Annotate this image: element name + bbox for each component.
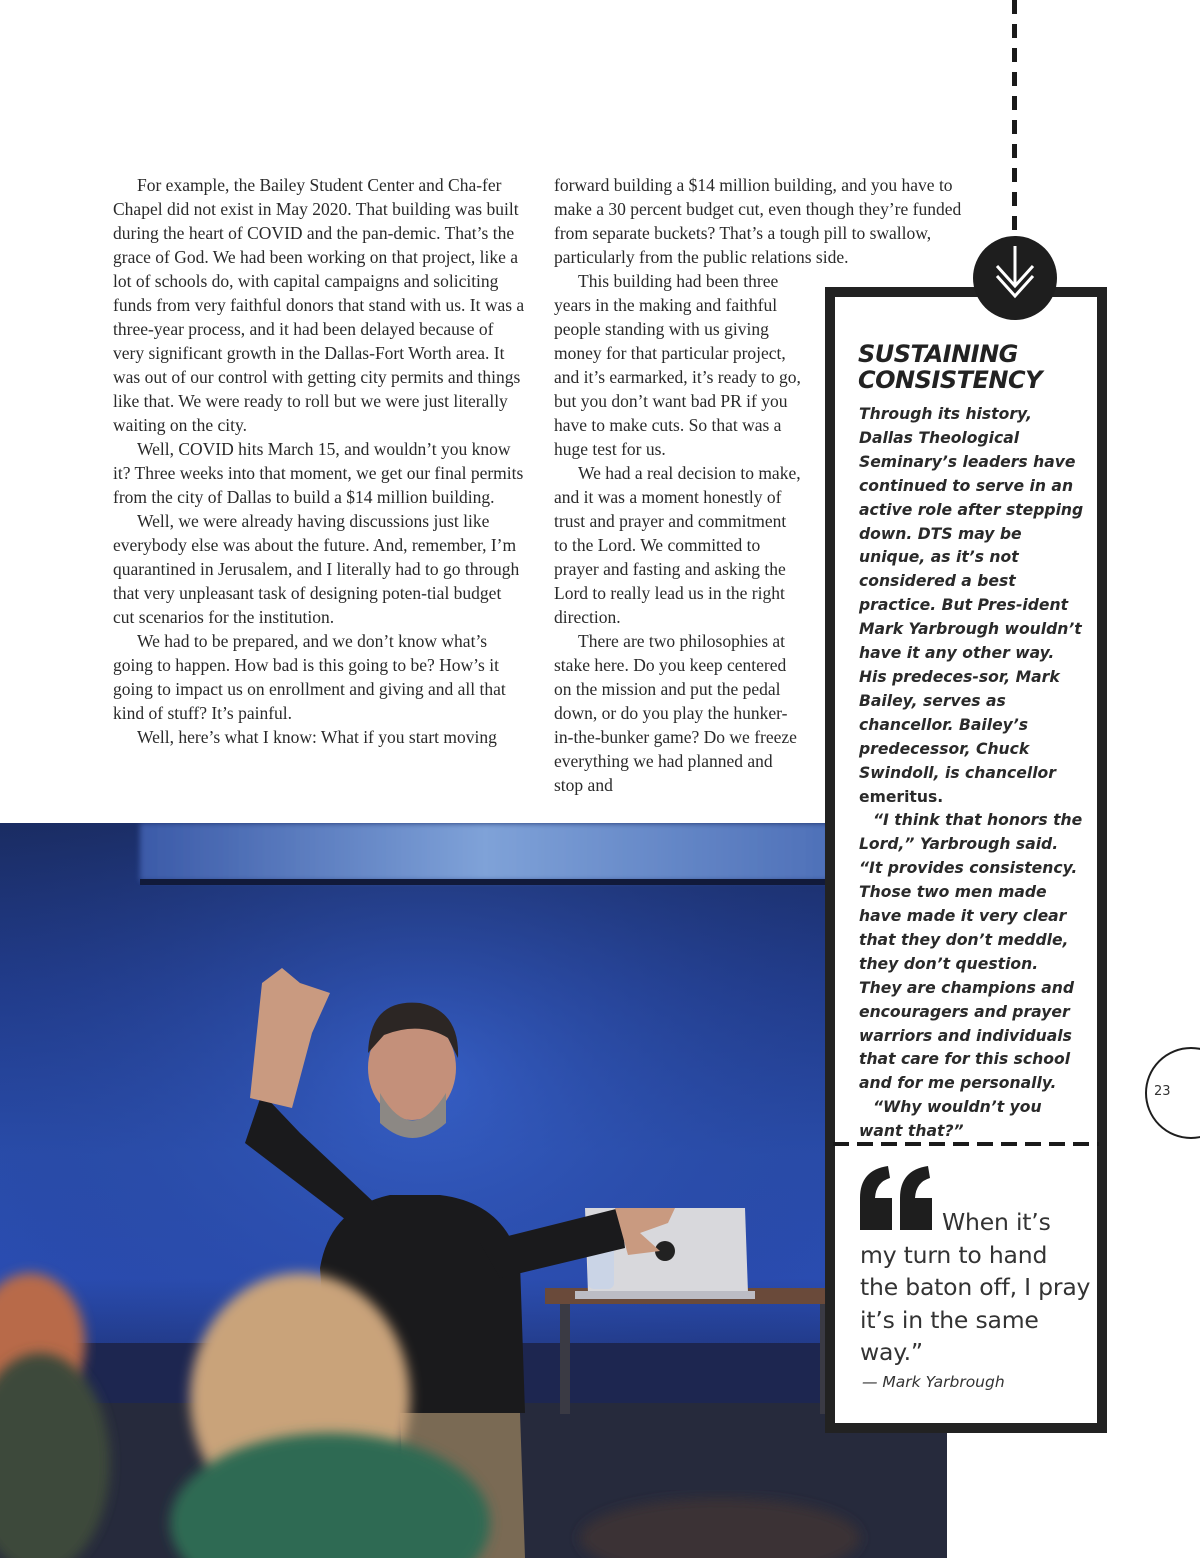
article-paragraph: For example, the Bailey Student Center and Cha-fer Chapel did not exist in May 2020. That building was built during the heart of COVID and the pan-demic. That’s the grace of God. We had been working on that project, like a lot of schools do, with capital campaigns and soliciting funds from very faithful donors that stand with us. It was a three-year process, and it had been delayed because of very significant growth in the Dallas-Fort Worth area. It was out of our control with getting city permits and things like that. We were ready to roll but we were just literally waiting on the city. (113, 175, 525, 435)
article-paragraph: Well, COVID hits March 15, and wouldn’t you know it? Three weeks into that moment, we get our final permits from the city of Dallas to build a $14 million building. (113, 439, 524, 507)
sidebar-paragraph: Through its history, Dallas Theological Seminary’s leaders have continued to serve in an active role after stepping down. DTS may be unique, as it’s not considered a best practice. But Pres-ident Mark Yarbrough wouldn’t have it any other way. His predeces-sor, Mark Bailey, serves as chancellor. Bailey’s predecessor, Chuck Swindoll, is chancellor (859, 405, 1084, 782)
sidebar-paragraph: “Why wouldn’t you want that?” (859, 1098, 1042, 1141)
article-paragraph: Well, here’s what I know: What if you start moving (137, 727, 497, 747)
sidebar-paragraph-end: emeritus. (859, 787, 944, 806)
speaker-photo (0, 823, 947, 1558)
sidebar-title-line: CONSISTENCY (858, 366, 1042, 394)
sidebar-paragraph: “I think that honors the Lord,” Yarbrough said. “It provides consistency. Those two men made have made it very clear that they don’t meddle, they don’t question. They are champions and encouragers and prayer warriors and individuals that care for this school and for me personally. (859, 811, 1083, 1093)
article-column-1 (113, 173, 527, 749)
speaker-photo-illustration (0, 823, 947, 1558)
pull-quote-text: my turn to hand the baton off, I pray it’s in the same way.” (860, 1240, 1091, 1366)
page-number: 23 (1154, 1084, 1171, 1099)
article-paragraph: We had a real decision to make, and it was a moment honestly of trust and prayer and commitment to the Lord. We committed to prayer and fasting and asking the Lord to really lead us in the right direction. (554, 463, 801, 627)
pull-quote (860, 1206, 1092, 1369)
article-column-2-top (554, 173, 966, 269)
article-paragraph: forward building a $14 million building, and you have to make a 30 percent budget cut, even though they’re funded from separate buckets? That’s a tough pill to swallow, particularly from the public relations side. (554, 175, 962, 267)
article-paragraph: We had to be prepared, and we don’t know what’s going to happen. How bad is this going to be? How’s it going to impact us on enrollment and giving and all that kind of stuff? It’s painful. (113, 631, 506, 723)
pull-quote-lead: When it’s (942, 1208, 1051, 1236)
dashed-divider-vertical (1012, 0, 1017, 238)
article-paragraph: There are two philosophies at stake here. Do you keep centered on the mission and put the pedal down, or do you play the hunker-in-the-bunker game? Do we freeze everything we had planned and stop and (554, 631, 797, 795)
chevron-down-icon (973, 236, 1057, 320)
sidebar-title-line: SUSTAINING (858, 340, 1018, 368)
article-paragraph: This building had been three years in the making and faithful people standing with us giving money for that particular project, and it’s earmarked, it’s ready to go, but you don’t want bad PR if you have to make cuts. So that was a huge test for us. (554, 271, 801, 459)
article-paragraph: Well, we were already having discussions just like everybody else was about the future. And, remember, I’m quarantined in Jerusalem, and I literally had to go through that very unpleasant task of designing poten-tial budget cut scenarios for the institution. (113, 511, 520, 627)
sidebar-title (858, 341, 1088, 393)
sidebar-body (859, 403, 1084, 1144)
pull-quote-attribution: — Mark Yarbrough (862, 1373, 1005, 1391)
article-column-2 (554, 269, 804, 797)
dashed-divider-horizontal (833, 1142, 1099, 1146)
